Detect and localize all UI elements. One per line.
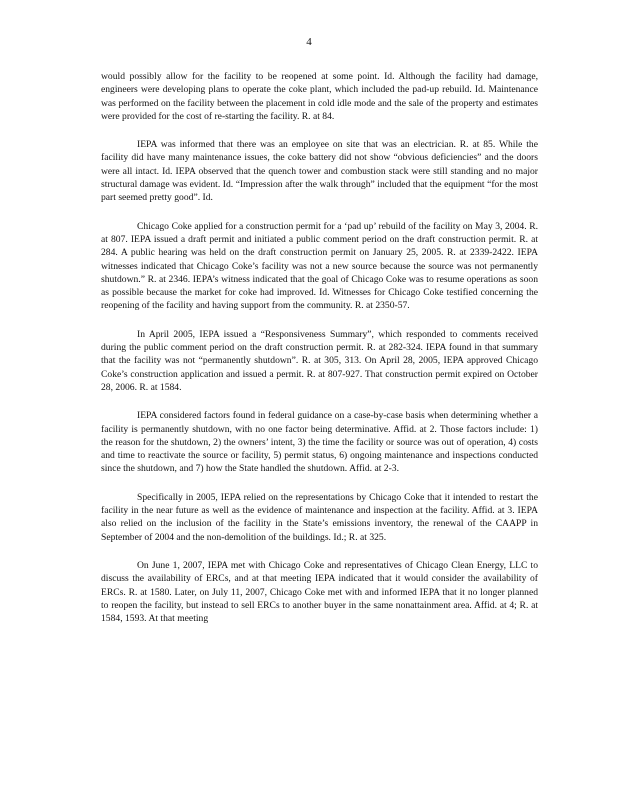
paragraph-factors: IEPA considered factors found in federal guidance on a case-by-case basis when determining whether a facility is permanently shutdown, with no one factor being determinative. Affid. at 2. Those factors include: 1) the reason for the shutdown, 2) the owners’ intent, 3) the time the facility or source was out of operation, 4) costs and time to reactivate the source or facility, 5) permit status, 6) ongoing maintenance and inspections conducted since the shutdown, and 7) how the State handled the shutdown. Affid. at 2-3. [101,410,538,475]
paragraph-continued: would possibly allow for the facility to be reopened at some point. Id. Although the facility had damage, engineers were developing plans to operate the coke plant, which included the pad-up rebuild. Id. Maintenance was performed on the facility between the placement in cold idle mode and the sale of the property and estimates were provided for the cost of re-starting the facility. R. at 84. [101,71,538,122]
paragraph-representations: Specifically in 2005, IEPA relied on the representations by Chicago Coke that it intended to restart the facility in the near future as well as the evidence of maintenance and inspection at the facility. Affid. at 3. IEPA also relied on the inclusion of the facility in the State’s emissions inventory, the renewal of the CAAPP in September of 2004 and the non-demolition of the buildings. Id.; R. at 325. [101,491,538,543]
paragraph-electrician: IEPA was informed that there was an employee on site that was an electrician. R. at 85. While the facility did have many maintenance issues, the coke battery did not show “obvious deficiencies” and the doors were all intact. Id. IEPA observed that the quench tower and combustion stack were still standing and no major structural damage was evident. Id. “Impression after the walk through” included that the equipment “for the most part seemed pretty good”. Id. [101,139,538,204]
document-body [101,70,538,640]
paragraph-construction-permit: Chicago Coke applied for a construction permit for a ‘pad up’ rebuild of the facility on May 3, 2004. R. at 807. IEPA issued a draft permit and initiated a public comment period on the draft construction permit. R. at 284. A public hearing was held on the draft construction permit on January 25, 2005. R. at 2339-2422. IEPA witnesses indicated that Chicago Coke’s facility was not a new source because the source was not permanently shutdown.” R. at 2346. IEPA’s witness indicated that the goal of Chicago Coke was to resume operations as soon as possible because the market for coke had improved. Id. Witnesses for Chicago Coke testified concerning the reopening of the facility and having support from the community. R. at 2350-57. [101,220,538,312]
page-number: 4 [306,36,312,48]
paragraph-june-meeting: On June 1, 2007, IEPA met with Chicago Coke and representatives of Chicago Clean Energy, LLC to discuss the availability of ERCs, and at that meeting IEPA indicated that it would consider the availability of ERCs. R. at 1580. Later, on July 11, 2007, Chicago Coke met with and informed IEPA that it no longer planned to reopen the facility, but instead to sell ERCs to another buyer in the same nonattainment area. Affid. at 4; R. at 1584, 1593. At that meeting [101,559,538,625]
paragraph-responsiveness-summary: In April 2005, IEPA issued a “Responsiveness Summary”, which responded to comments received during the public comment period on the draft construction permit. R. at 282-324. IEPA found in that summary that the facility was not “permanently shutdown”. R. at 305, 313. On April 28, 2005, IEPA approved Chicago Coke’s construction application and issued a permit. R. at 807-927. That construction permit expired on October 28, 2006. R. at 1584. [101,328,538,393]
